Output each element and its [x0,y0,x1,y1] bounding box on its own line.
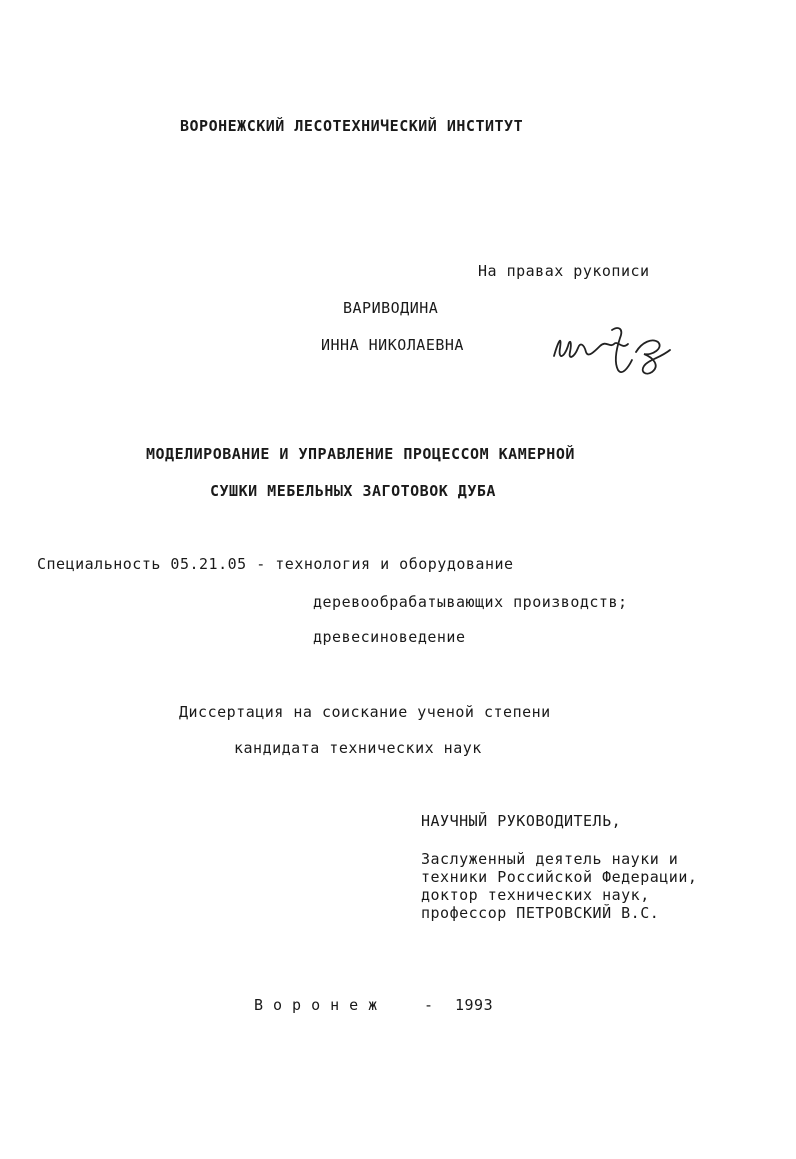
publication-year: 1993 [455,996,494,1014]
degree-line-2: кандидата технических наук [234,739,482,757]
specialty-line-3: древесиноведение [313,628,466,646]
place-name: Воронеж [254,996,388,1014]
supervisor-heading: НАУЧНЫЙ РУКОВОДИТЕЛЬ, [421,812,622,830]
supervisor-line-3: доктор технических наук, [421,886,650,904]
degree-line-1: Диссертация на соискание ученой степени [179,703,551,721]
supervisor-line-4: профессор ПЕТРОВСКИЙ В.С. [421,904,660,922]
thesis-title-line-1: МОДЕЛИРОВАНИЕ И УПРАВЛЕНИЕ ПРОЦЕССОМ КАМЕРНОЙ [146,445,575,463]
manuscript-note: На правах рукописи [478,262,650,280]
author-given-names: ИННА НИКОЛАЕВНА [321,336,464,354]
specialty-line-1: Специальность 05.21.05 - технология и оборудование [37,555,514,573]
place-year-separator: - [424,996,434,1014]
supervisor-line-2: техники Российской Федерации, [421,868,698,886]
supervisor-line-1: Заслуженный деятель науки и [421,850,679,868]
specialty-line-2: деревообрабатывающих производств; [313,593,628,611]
author-surname: ВАРИВОДИНА [343,299,439,317]
thesis-title-line-2: СУШКИ МЕБЕЛЬНЫХ ЗАГОТОВОК ДУБА [210,482,496,500]
handwritten-signature [548,322,678,378]
institute-name: ВОРОНЕЖСКИЙ ЛЕСОТЕХНИЧЕСКИЙ ИНСТИТУТ [180,117,524,135]
